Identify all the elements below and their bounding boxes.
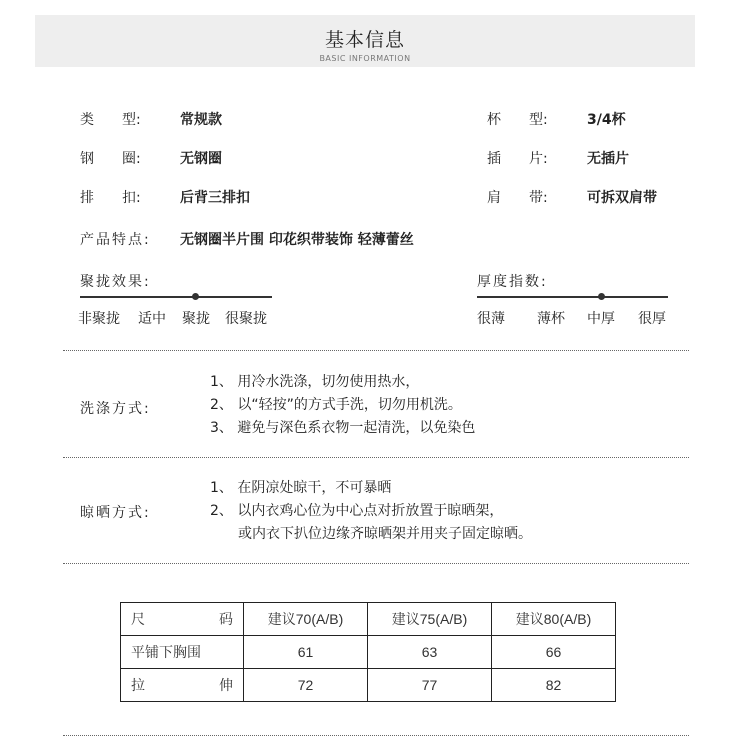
section-title: 基本信息 (324, 29, 405, 51)
strap-value: 可拆双肩带 (587, 190, 657, 206)
thickness-tick: 很厚 (638, 311, 666, 327)
type-value: 常规款 (180, 112, 222, 128)
table-header-row (121, 603, 616, 636)
push-up-tick: 适中 (138, 311, 166, 327)
divider (63, 457, 689, 458)
drying-instructions (210, 477, 532, 546)
push-up-tick: 聚拢 (182, 311, 210, 327)
washing-instructions (210, 371, 475, 440)
divider (63, 563, 689, 564)
section-header (35, 15, 695, 67)
header-text: 尺 (131, 611, 145, 627)
row-label (121, 669, 244, 702)
push-up-tick: 非聚拢 (78, 311, 120, 327)
row-label-text: 伸 (219, 677, 233, 693)
push-up-label: 聚拢效果: (80, 274, 151, 290)
washing-line: 3、 避免与深色系衣物一起清洗，以免染色 (210, 420, 476, 436)
table-header-cell: 建议75(A/B) (368, 603, 492, 636)
table-cell: 82 (492, 669, 616, 702)
wire-label: 钢 圈: (80, 151, 141, 167)
table-cell: 72 (244, 669, 368, 702)
row-label-text: 拉 (131, 677, 145, 693)
row-label: 平铺下胸围 (121, 636, 244, 669)
table-header-cell: 建议70(A/B) (244, 603, 368, 636)
drying-line: 或内衣下扒位边缘齐晾晒架并用夹子固定晾晒。 (210, 526, 532, 542)
section-subtitle: BASIC INFORMATION (319, 54, 411, 63)
thickness-label: 厚度指数: (477, 274, 548, 290)
washing-label: 洗涤方式: (80, 401, 151, 417)
type-label: 类 型: (80, 112, 141, 128)
table-cell: 66 (492, 636, 616, 669)
table-row (121, 669, 616, 702)
thickness-marker (598, 293, 605, 300)
washing-line: 1、 用冷水洗涤，切勿使用热水， (210, 374, 420, 390)
features-label: 产品特点: (80, 232, 151, 248)
thickness-scale (477, 296, 668, 298)
drying-line: 1、 在阴凉处晾干，不可暴晒 (210, 480, 392, 496)
insert-label: 插 片: (487, 151, 548, 167)
table-row (121, 636, 616, 669)
wire-value: 无钢圈 (180, 151, 222, 167)
thickness-tick: 薄杯 (537, 311, 565, 327)
push-up-marker (192, 293, 199, 300)
strap-label: 肩 带: (487, 190, 548, 206)
thickness-tick: 很薄 (477, 311, 505, 327)
table-cell: 61 (244, 636, 368, 669)
clasp-label: 排 扣: (80, 190, 141, 206)
washing-line: 2、 以“轻按”的方式手洗，切勿用机洗。 (210, 397, 462, 413)
thickness-tick: 中厚 (587, 311, 615, 327)
header-text: 码 (219, 611, 233, 627)
table-cell: 63 (368, 636, 492, 669)
table-header-cell (121, 603, 244, 636)
table-header-cell: 建议80(A/B) (492, 603, 616, 636)
cup-value: 3/4杯 (587, 112, 626, 128)
divider (63, 350, 689, 351)
cup-label: 杯 型: (487, 112, 548, 128)
features-value: 无钢圈半片围 印花织带装饰 轻薄蕾丝 (180, 232, 414, 248)
drying-label: 晾晒方式: (80, 505, 151, 521)
divider (63, 735, 689, 736)
push-up-scale (80, 296, 272, 298)
insert-value: 无插片 (587, 151, 629, 167)
size-table (120, 602, 616, 702)
clasp-value: 后背三排扣 (180, 190, 250, 206)
drying-line: 2、 以内衣鸡心位为中心点对折放置于晾晒架， (210, 503, 504, 519)
push-up-tick: 很聚拢 (225, 311, 267, 327)
table-cell: 77 (368, 669, 492, 702)
